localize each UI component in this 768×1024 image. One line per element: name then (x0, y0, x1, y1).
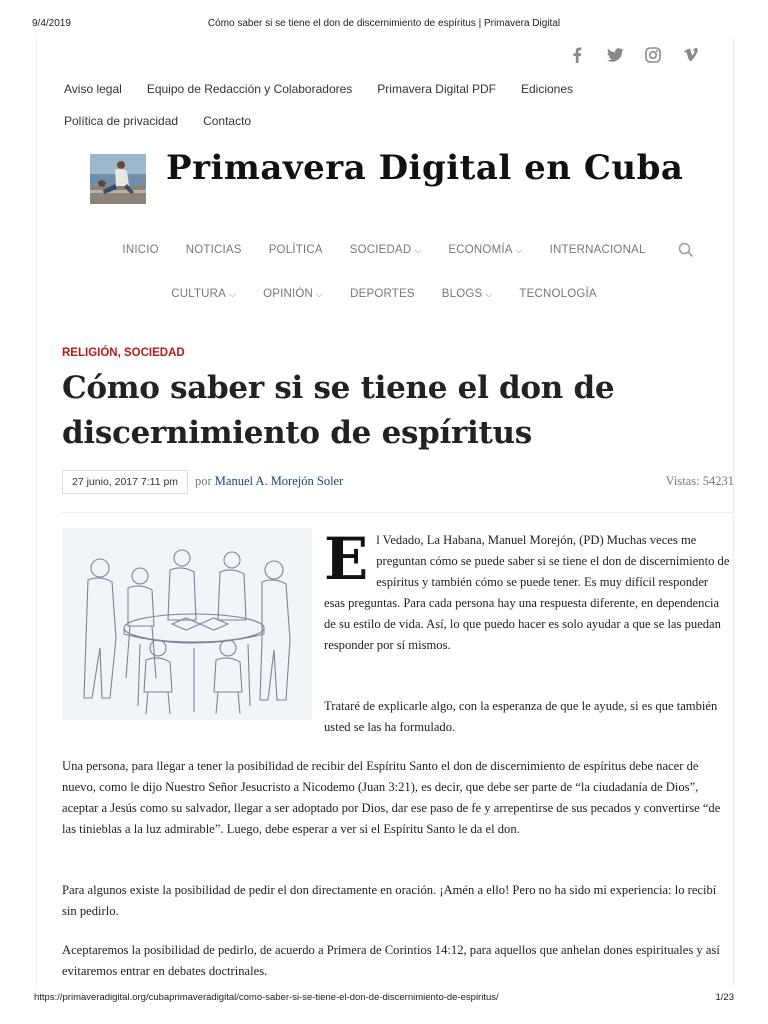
menu-privacidad[interactable]: Política de privacidad (64, 114, 179, 128)
byline (195, 474, 343, 489)
menu-pdf[interactable]: Primavera Digital PDF (377, 82, 496, 96)
nav-blogs-item[interactable] (442, 288, 493, 300)
author-link[interactable]: Manuel A. Morejón Soler (214, 474, 344, 488)
nav-politica[interactable]: POLÍTICA (268, 244, 323, 256)
nav-opinion: OPINIÓN (263, 288, 314, 300)
paragraph-2: Trataré de explicarle algo, con la esperanza de que le ayude, si es que también usted se las ha formulado. (324, 699, 718, 734)
paragraph-5: Aceptaremos la posibilidad de pedirlo, de acuerdo a Primera de Corintios 14:12, para aquellos que anhelan dones espirituales y así evitaremos entrar en debates doctrinales. (62, 943, 720, 978)
article-categories (62, 347, 185, 359)
print-title: Cómo saber si se tiene el don de discernimiento de espíritus | Primavera Digital (207, 18, 561, 29)
article-illustration (62, 528, 312, 720)
chevron-down-icon: ⌵ (485, 289, 493, 299)
main-nav-second-row (0, 288, 768, 300)
nav-economia-item[interactable] (448, 244, 522, 256)
facebook-icon[interactable] (568, 46, 586, 64)
nav-blogs: BLOGS (441, 288, 483, 300)
social-links (568, 44, 700, 66)
article-headline: Cómo saber si se tiene el don de discernimiento de espíritus (62, 370, 615, 451)
twitter-icon[interactable] (606, 46, 624, 64)
article-meta (62, 470, 734, 494)
intro-paragraph (324, 525, 732, 656)
site-logo-photo[interactable] (90, 154, 146, 204)
site-title[interactable]: Primavera Digital en Cuba (166, 148, 684, 188)
nav-cultura: CULTURA (171, 288, 227, 300)
nav-inicio[interactable]: INICIO (122, 244, 159, 256)
publish-date: 27 junio, 2017 7:11 pm (62, 470, 188, 494)
print-footer (0, 992, 768, 1006)
top-menu (64, 82, 573, 96)
print-header (0, 18, 768, 32)
print-date: 9/4/2019 (32, 18, 71, 29)
paragraph-3: Una persona, para llegar a tener la posibilidad de recibir del Espíritu Santo el don de discernimiento de espíritus debe nacer de nuevo, como le dijo Nuestro Señor Jesucristo a Nicodemo (Juan 3:21), es decir, que debe ser parte de “la ciudadanía de Dios”, aceptar a Jesús como su salvador, llegar a ser adoptado por Dios, dar ese paso de fe y arrepentirse de sus pecados y convertirse “de las tinieblas a la luz admirable”. Luego, debe esperar a ver si el Espíritu Santo le da el don. (62, 759, 721, 836)
menu-contacto[interactable]: Contacto (203, 114, 252, 128)
menu-aviso-legal[interactable]: Aviso legal (64, 82, 122, 96)
category-links[interactable]: RELIGIÓN, SOCIEDAD (62, 347, 185, 359)
menu-ediciones[interactable]: Ediciones (521, 82, 574, 96)
nav-opinion-item[interactable] (263, 288, 323, 300)
nav-noticias[interactable]: NOTICIAS (185, 244, 242, 256)
nav-sociedad-item[interactable] (350, 244, 422, 256)
print-page-number: 1/23 (715, 992, 734, 1003)
divider (62, 512, 734, 513)
drop-cap: E (324, 525, 369, 593)
chevron-down-icon: ⌵ (229, 289, 237, 299)
paragraph-4: Para algunos existe la posibilidad de pedir el don directamente en oración. ¡Amén a ello! Pero no ha sido mi experiencia: lo recibí sin pedirlo. (62, 883, 717, 918)
nav-deportes[interactable]: DEPORTES (350, 288, 415, 300)
print-url: https://primaveradigital.org/cubaprimaveradigital/como-saber-si-se-tiene-el-don-de-discernimiento-de-espiritus/ (34, 992, 499, 1003)
chevron-down-icon: ⌵ (515, 245, 523, 255)
nav-economia: ECONOMÍA (448, 244, 513, 256)
main-nav (0, 244, 768, 256)
nav-cultura-item[interactable] (171, 288, 236, 300)
instagram-icon[interactable] (644, 46, 662, 64)
top-menu-secondary (64, 114, 251, 128)
intro-text: l Vedado, La Habana, Manuel Morejón, (PD) Muchas veces me preguntan cómo se puede saber si se tiene el don de discernimiento de espíritus y también cómo se puede tener. Es muy difícil responder esas preguntas. Para cada persona hay una respuesta diferente, en dependencia de su estilo de vida. Así, lo que puedo hacer es solo ayudar a que se las puedan responder por sí mismos. (324, 533, 730, 652)
search-icon[interactable] (678, 242, 694, 258)
byline-prefix: por (195, 474, 212, 488)
nav-internacional[interactable]: INTERNACIONAL (549, 244, 646, 256)
chevron-down-icon: ⌵ (414, 245, 422, 255)
vimeo-icon[interactable] (682, 46, 700, 64)
chevron-down-icon: ⌵ (316, 289, 324, 299)
menu-equipo[interactable]: Equipo de Redacción y Colaboradores (146, 82, 353, 96)
nav-tecnologia[interactable]: TECNOLOGÍA (519, 288, 597, 300)
view-count: Vistas: 54231 (665, 474, 734, 488)
nav-sociedad: SOCIEDAD (349, 244, 412, 256)
